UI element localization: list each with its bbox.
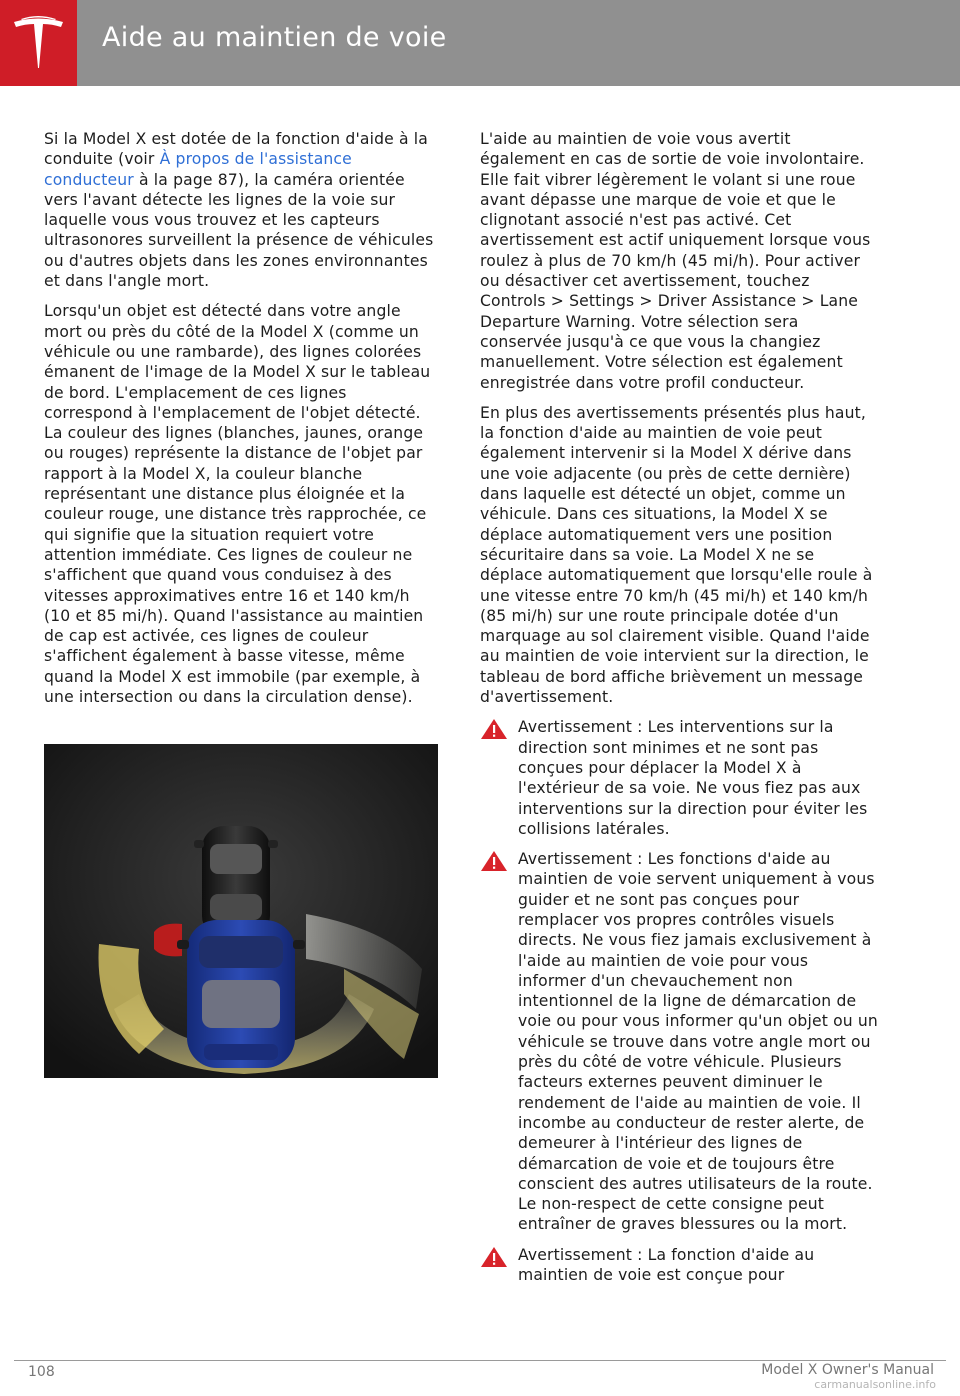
warning-block-1 xyxy=(480,717,878,839)
warning-text-3: Avertissement : La fonction d'aide au maintien de voie est conçue pour xyxy=(518,1245,815,1285)
tesla-logo-icon xyxy=(12,16,65,72)
right-column xyxy=(480,129,878,1295)
manual-name: Model X Owner's Manual xyxy=(761,1362,934,1378)
blind-spot-illustration xyxy=(44,744,438,1078)
warning-text-2: Avertissement : Les fonctions d'aide au maintien de voie servent uniquement à vous guider et ne sont pas conçues pour remplacer vos propres contrôles visuels directs. Ne vous fiez jamais exclusivement à l'aide au maintien de voie pour vous informer d'un chevauchement non intentionnel de la ligne de démarcation de voie ou pour vous informer qu'un objet ou un véhicule se trouve dans votre angle mort ou près du côté de votre véhicule. Plusieurs facteurs externes peuvent diminuer le rendement de l'aide au maintien de voie. Il incombe au conducteur de rester alerte, de demeurer à l'intérieur des lignes de démarcation de voie et de toujours être conscient des autres utilisateurs de la route. Le non-respect de cette consigne peut entraîner de graves blessures ou la mort. xyxy=(518,850,878,1234)
paragraph-blind-spot: Lorsqu'un objet est détecté dans votre angle mort ou près du côté de la Model X (comme un véhicule ou une rambarde), des lignes colorées émanent de l'image de la Model X sur le tableau de bord. L'emplacement de ces lignes correspond à l'emplacement de l'objet détecté. La couleur des lignes (blanches, jaunes, orange ou rouges) représente la distance de l'objet par rapport à la Model X, la couleur blanche représentant une distance plus éloignée et la couleur rouge, une distance très rapprochée, ce qui signifie que la situation requiert votre attention immédiate. Ces lignes de couleur ne s'affichent que quand vous conduisez à des vitesses approximatives entre 16 et 140 km/h (10 et 85 mi/h). Quand l'assistance au maintien de cap est activée, ces lignes de couleur s'affichent également à basse vitesse, même quand la Model X est immobile (par exemple, à une intersection ou dans la circulation dense). xyxy=(44,302,431,707)
warning-triangle-icon xyxy=(480,850,508,872)
warning-block-3 xyxy=(480,1245,878,1286)
warning-triangle-icon xyxy=(480,718,508,740)
intro-text-end: à la page 87), la caméra orientée vers l'avant détecte les lignes de la voie sur laquelle vous vous trouvez et les capteurs ultrasonores surveillent la présence de véhicules ou d'autres objets dans les zones environnantes et dans l'angle mort. xyxy=(44,170,434,291)
driver-assistance-link[interactable]: À propos de l'assistance conducteur xyxy=(44,150,352,189)
page-title: Aide au maintien de voie xyxy=(102,22,447,53)
own-car xyxy=(177,920,305,1068)
tesla-logo xyxy=(0,0,77,86)
left-column xyxy=(44,129,440,717)
car-lane-graphic xyxy=(44,744,438,1078)
footer-divider xyxy=(14,1360,946,1361)
left-beam-red xyxy=(154,924,182,957)
intro-text-start: Si la Model X est dotée de la fonction d'aide à la conduite (voir xyxy=(44,130,428,169)
paragraph-intro xyxy=(44,129,440,291)
warning-text-1: Avertissement : Les interventions sur la direction sont minimes et ne sont pas conçues pour déplacer la Model X à l'extérieur de sa voie. Ne vous fiez pas aux interventions sur la direction pour éviter les collisions latérales. xyxy=(518,718,868,838)
warning-triangle-icon xyxy=(480,1246,508,1268)
page-header xyxy=(0,0,960,86)
page-number: 108 xyxy=(28,1364,55,1380)
paragraph-steering-intervention: En plus des avertissements présentés plus haut, la fonction d'aide au maintien de voie peut également intervenir si la Model X dérive dans une voie adjacente (ou près de cette dernière) dans laquelle est détecté un objet, comme un véhicule. Dans ces situations, la Model X se déplace automatiquement vers une position sécuritaire dans sa voie. La Model X ne se déplace automatiquement que lorsqu'elle roule à une vitesse entre 70 km/h (45 mi/h) et 140 km/h (85 mi/h) sur une route principale dotée d'un marquage au sol clairement visible. Quand l'aide au maintien de voie intervient sur la direction, le tableau de bord affiche brièvement un message d'avertissement. xyxy=(480,403,873,707)
watermark: carmanualsonline.info xyxy=(814,1378,936,1391)
paragraph-lane-departure: L'aide au maintien de voie vous avertit également en cas de sortie de voie involontaire. Elle fait vibrer légèrement le volant si une roue avant dépasse une marque de voie et que le clignotant associé n'est pas activé. Cet avertissement est actif uniquement lorsque vous roulez à plus de 70 km/h (45 mi/h). Pour activer ou désactiver cet avertissement, touchez Controls > Settings > Driver Assistance > Lane Departure Warning. Votre sélection sera conservée jusqu'à ce que vous la changiez manuellement. Votre sélection est également enregistrée dans votre profil conducteur. xyxy=(480,130,871,392)
warning-block-2 xyxy=(480,849,878,1235)
